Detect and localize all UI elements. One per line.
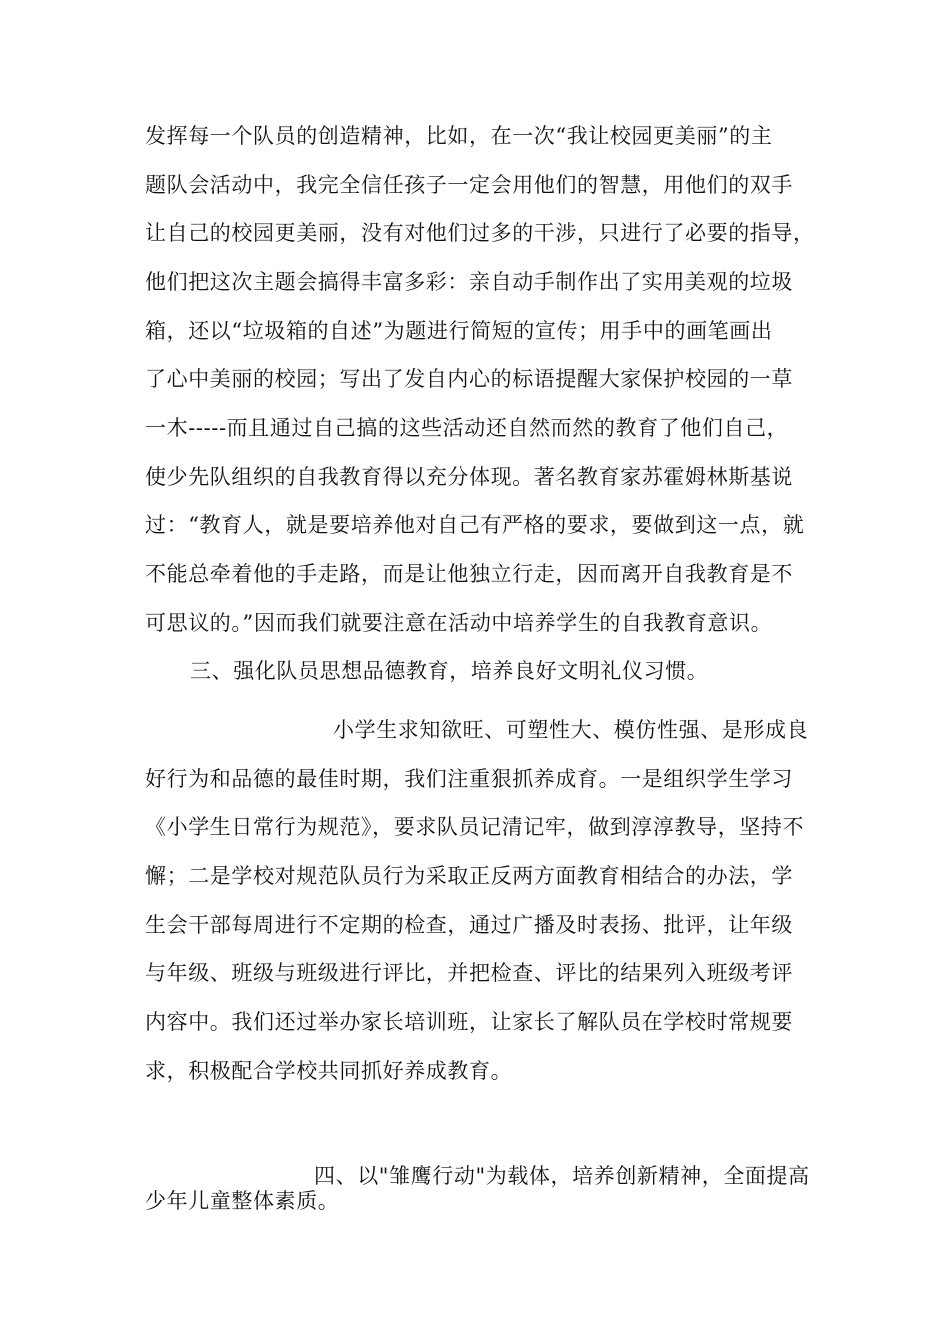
paragraph-line-19: 求，积极配合学校共同抓好养成教育。	[145, 1059, 513, 1083]
paragraph-line-2: 题队会活动中，我完全信任孩子一定会用他们的智慧，用他们的双手	[145, 173, 793, 197]
section-heading-4: 四、以"雏鹰行动"为载体，培养创新精神，全面提高	[314, 1164, 810, 1188]
paragraph-line-1: 发挥每一个队员的创造精神，比如，在一次“我让校园更美丽”的主	[145, 124, 773, 148]
paragraph-line-18: 内容中。我们还过举办家长培训班，让家长了解队员在学校时常规要	[145, 1010, 793, 1034]
paragraph-line-16: 生会干部每周进行不定期的检查，通过广播及时表扬、批评，让年级	[145, 913, 793, 937]
section-heading-4-continued: 少年儿童整体素质。	[145, 1189, 340, 1213]
section-heading-3: 三、强化队员思想品德教育，培养良好文明礼仪习惯。	[190, 659, 709, 683]
paragraph-line-15: 懈；二是学校对规范队员行为采取正反两方面教育相结合的办法，学	[145, 864, 793, 888]
paragraph-line-17: 与年级、班级与班级进行评比，并把检查、评比的结果列入班级考评	[145, 961, 793, 985]
paragraph-line-10: 不能总牵着他的手走路，而是让他独立行走，因而离开自我教育是不	[145, 562, 793, 586]
paragraph-line-8: 使少先队组织的自我教育得以充分体现。著名教育家苏霍姆林斯基说	[145, 465, 793, 489]
paragraph-line-7: 一木-----而且通过自己搞的这些活动还自然而然的教育了他们自己，	[145, 416, 789, 440]
paragraph-line-12: 小学生求知欲旺、可塑性大、模仿性强、是形成良	[333, 718, 809, 742]
paragraph-line-3: 让自己的校园更美丽，没有对他们过多的干涉，只进行了必要的指导，	[145, 221, 815, 245]
paragraph-line-11: 可思议的。”因而我们就要注意在活动中培养学生的自我教育意识。	[145, 611, 773, 635]
paragraph-line-9: 过：“教育人，就是要培养他对自己有严格的要求，要做到这一点，就	[145, 513, 805, 537]
paragraph-line-5: 箱，还以“垃圾箱的自述”为题进行简短的宣传；用手中的画笔画出	[145, 319, 773, 343]
paragraph-line-13: 好行为和品德的最佳时期，我们注重狠抓养成育。一是组织学生学习	[145, 767, 793, 791]
paragraph-line-6: 了心中美丽的校园；写出了发自内心的标语提醒大家保护校园的一草	[145, 367, 793, 391]
paragraph-line-4: 他们把这次主题会搞得丰富多彩：亲自动手制作出了实用美观的垃圾	[145, 270, 793, 294]
paragraph-line-14: 《小学生日常行为规范》，要求队员记清记牢，做到淳淳教导，坚持不	[145, 815, 805, 839]
